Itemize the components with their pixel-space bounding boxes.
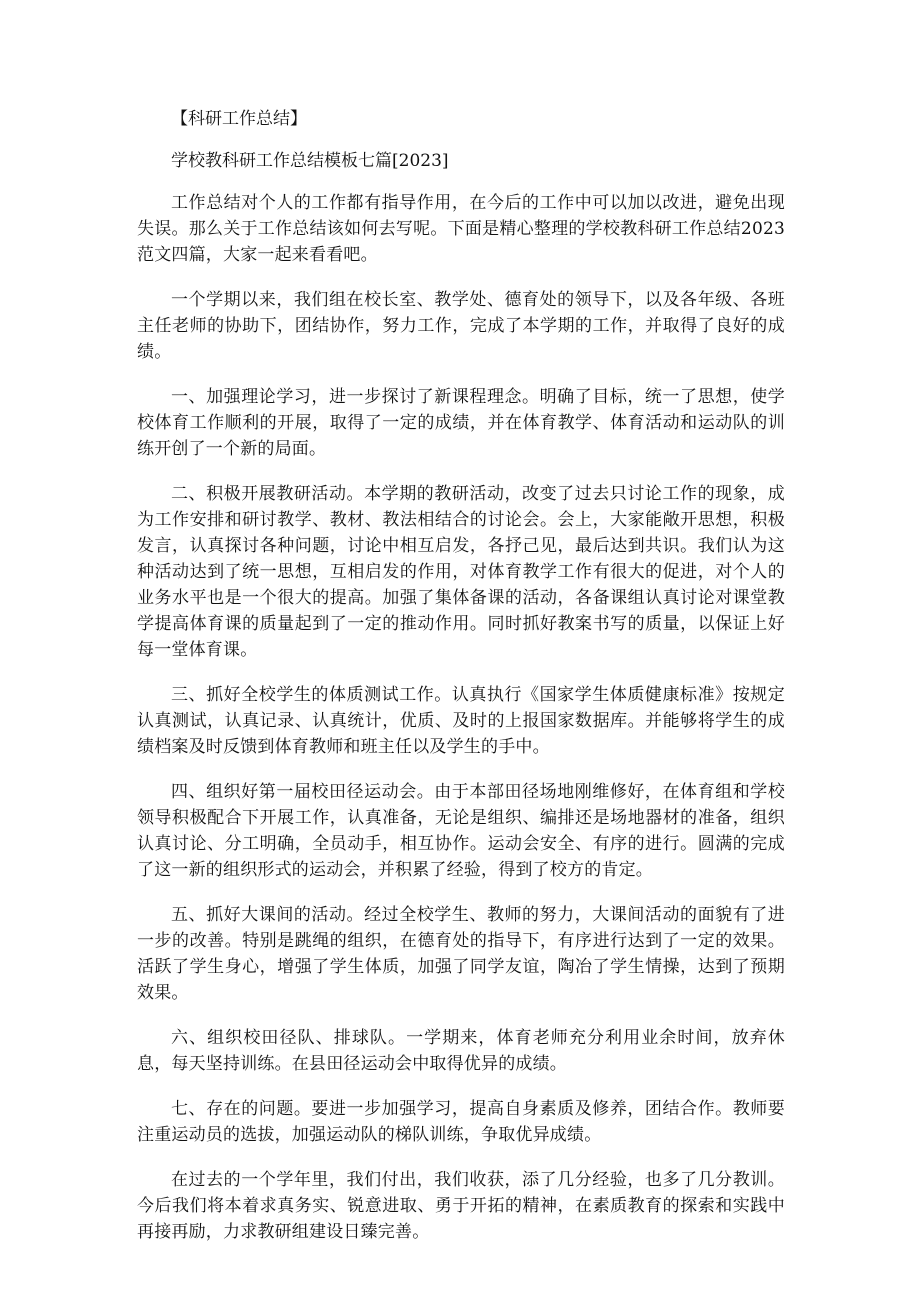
paragraph-item-2: 二、积极开展教研活动。本学期的教研活动，改变了过去只讨论工作的现象，成为工作安排和研讨教学、教材、教法相结合的讨论会。会上，大家能敞开思想，积极发言，认真探讨各种问题，讨论中相互启发，各抒己见，最后达到共识。我们认为这种活动达到了统一思想，互相启发的作用，对体育教学工作有很大的促进，对个人的业务水平也是一个很大的提高。加强了集体备课的活动，各备课组认真讨论对课堂教学提高体育课的质量起到了一定的推动作用。同时抓好教案书写的质量，以保证上好每一堂体育课。 xyxy=(137,484,785,660)
paragraph-intro: 工作总结对个人的工作都有指导作用，在今后的工作中可以加以改进，避免出现失误。那么关于工作总结该如何去写呢。下面是精心整理的学校教科研工作总结2023范文四篇，大家一起来看看吧。 xyxy=(137,193,785,265)
paragraph-item-6: 六、组织校田径队、排球队。一学期来，体育老师充分利用业余时间，放弃休息，每天坚持训练。在县田径运动会中取得优异的成绩。 xyxy=(137,1028,785,1074)
paragraph-item-7: 七、存在的问题。要进一步加强学习，提高自身素质及修养，团结合作。教师要注重运动员的选拔，加强运动队的梯队训练，争取优异成绩。 xyxy=(137,1099,785,1145)
paragraph-item-4: 四、组织好第一届校田径运动会。由于本部田径场地刚维修好，在体育组和学校领导积极配合下开展工作，认真准备，无论是组织、编排还是场地器材的准备，组织认真讨论、分工明确，全员动手，相互协作。运动会安全、有序的进行。圆满的完成了这一新的组织形式的运动会，并积累了经验，得到了校方的肯定。 xyxy=(137,782,785,880)
paragraph-item-3: 三、抓好全校学生的体质测试工作。认真执行《国家学生体质健康标准》按规定认真测试，认真记录、认真统计，优质、及时的上报国家数据库。并能够将学生的成绩档案及时反馈到体育教师和班主任以及学生的手中。 xyxy=(137,685,785,757)
paragraph-item-5: 五、抓好大课间的活动。经过全校学生、教师的努力，大课间活动的面貌有了进一步的改善。特别是跳绳的组织，在德育处的指导下，有序进行达到了一定的效果。活跃了学生身心，增强了学生体质，加强了同学友谊，陶冶了学生情操，达到了预期效果。 xyxy=(137,905,785,1003)
section-tag: 【科研工作总结】 xyxy=(171,109,307,129)
paragraph-conclusion: 在过去的一个学年里，我们付出，我们收获，添了几分经验，也多了几分教训。今后我们将本着求真务实、锐意进取、勇于开拓的精神，在素质教育的探索和实践中再接再励，力求教研组建设日臻完善。 xyxy=(137,1170,785,1242)
document-title: 学校教科研工作总结模板七篇[2023] xyxy=(171,151,449,171)
paragraph-overview: 一个学期以来，我们组在校长室、教学处、德育处的领导下，以及各年级、各班主任老师的协助下，团结协作，努力工作，完成了本学期的工作，并取得了良好的成绩。 xyxy=(137,290,785,362)
paragraph-item-1: 一、加强理论学习，进一步探讨了新课程理念。明确了目标，统一了思想，使学校体育工作顺利的开展，取得了一定的成绩，并在体育教学、体育活动和运动队的训练开创了一个新的局面。 xyxy=(137,387,785,459)
document-page xyxy=(137,106,785,1264)
